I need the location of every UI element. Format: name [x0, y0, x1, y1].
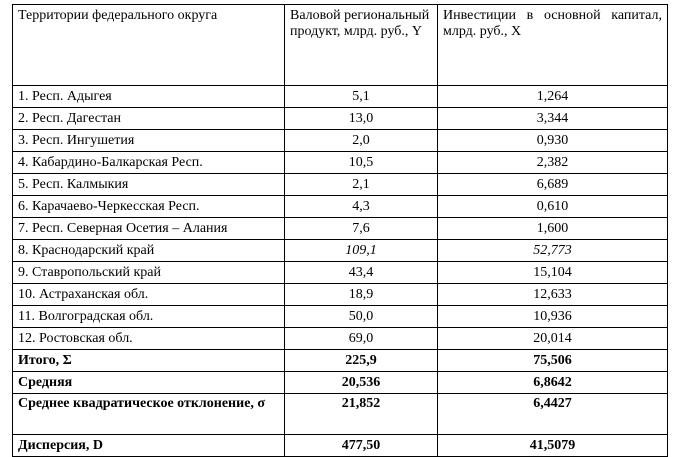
summary-label: Дисперсия, D	[13, 435, 285, 457]
investment-value: 3,344	[438, 108, 668, 130]
summary-row-mean	[13, 372, 668, 394]
header-territory: Территории федерального округа	[13, 5, 285, 86]
table-row	[13, 328, 668, 350]
grp-value: 10,5	[285, 152, 438, 174]
investment-summary-value: 41,5079	[438, 435, 668, 457]
grp-summary-value: 225,9	[285, 350, 438, 372]
table-row	[13, 152, 668, 174]
table-row	[13, 86, 668, 108]
grp-value: 7,6	[285, 218, 438, 240]
regional-data-table	[12, 4, 668, 457]
region-name: 8. Краснодарский край	[13, 240, 285, 262]
table-row	[13, 174, 668, 196]
grp-value: 109,1	[285, 240, 438, 262]
region-name: 11. Волгоградская обл.	[13, 306, 285, 328]
region-name: 3. Респ. Ингушетия	[13, 130, 285, 152]
table-row	[13, 284, 668, 306]
grp-summary-value: 477,50	[285, 435, 438, 457]
investment-summary-value: 6,8642	[438, 372, 668, 394]
investment-value: 0,930	[438, 130, 668, 152]
grp-summary-value: 21,852	[285, 394, 438, 435]
region-name: 4. Кабардино-Балкарская Респ.	[13, 152, 285, 174]
table-row	[13, 196, 668, 218]
investment-value: 1,264	[438, 86, 668, 108]
region-name: 10. Астраханская обл.	[13, 284, 285, 306]
summary-label: Итого, Σ	[13, 350, 285, 372]
investment-value: 15,104	[438, 262, 668, 284]
investment-summary-value: 6,4427	[438, 394, 668, 435]
grp-value: 4,3	[285, 196, 438, 218]
table-row	[13, 108, 668, 130]
region-name: 5. Респ. Калмыкия	[13, 174, 285, 196]
investment-value: 20,014	[438, 328, 668, 350]
investment-value: 6,689	[438, 174, 668, 196]
grp-value: 13,0	[285, 108, 438, 130]
grp-value: 2,0	[285, 130, 438, 152]
summary-label: Среднее квадратическое отклонение, σ	[13, 394, 285, 435]
region-name: 12. Ростовская обл.	[13, 328, 285, 350]
grp-value: 43,4	[285, 262, 438, 284]
grp-value: 5,1	[285, 86, 438, 108]
grp-value: 18,9	[285, 284, 438, 306]
grp-summary-value: 20,536	[285, 372, 438, 394]
header-row	[13, 5, 668, 86]
investment-value: 2,382	[438, 152, 668, 174]
grp-value: 69,0	[285, 328, 438, 350]
summary-row-std	[13, 394, 668, 435]
investment-value: 12,633	[438, 284, 668, 306]
grp-value: 2,1	[285, 174, 438, 196]
grp-value: 50,0	[285, 306, 438, 328]
region-name: 2. Респ. Дагестан	[13, 108, 285, 130]
investment-value: 1,600	[438, 218, 668, 240]
header-grp: Валовой региональный продукт, млрд. руб., Y	[285, 5, 438, 86]
region-name: 1. Респ. Адыгея	[13, 86, 285, 108]
investment-value: 0,610	[438, 196, 668, 218]
summary-label: Средняя	[13, 372, 285, 394]
region-name: 9. Ставропольский край	[13, 262, 285, 284]
table-row	[13, 262, 668, 284]
investment-value: 52,773	[438, 240, 668, 262]
region-name: 7. Респ. Северная Осетия – Алания	[13, 218, 285, 240]
header-investment: Инвестиции в основной капитал, млрд. руб., X	[438, 5, 668, 86]
summary-row-variance	[13, 435, 668, 457]
table-row	[13, 240, 668, 262]
table-row	[13, 130, 668, 152]
table-row	[13, 306, 668, 328]
investment-summary-value: 75,506	[438, 350, 668, 372]
investment-value: 10,936	[438, 306, 668, 328]
summary-row-total	[13, 350, 668, 372]
table-row	[13, 218, 668, 240]
region-name: 6. Карачаево-Черкесская Респ.	[13, 196, 285, 218]
